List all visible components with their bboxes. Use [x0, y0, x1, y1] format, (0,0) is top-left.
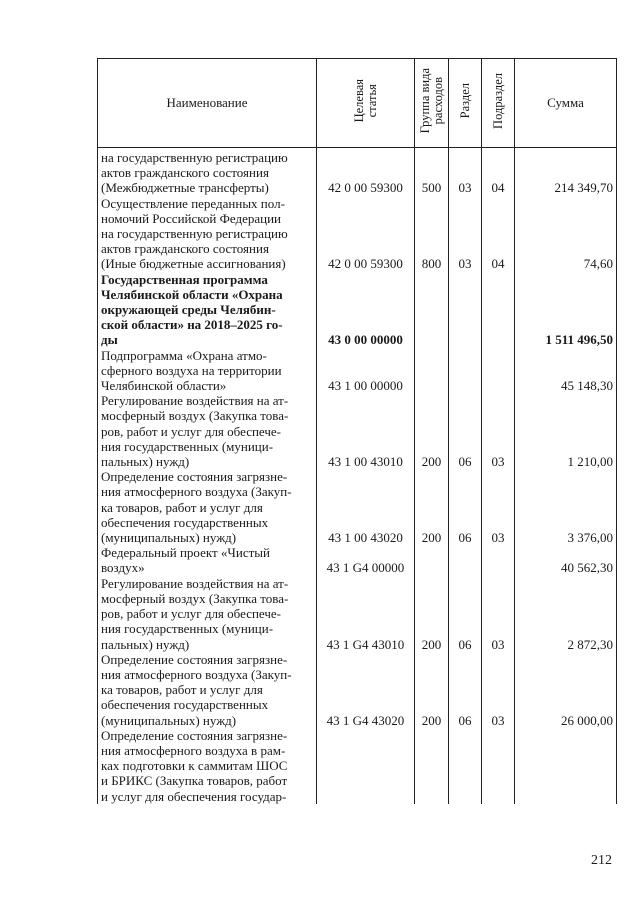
row-sum: 40 562,30: [515, 545, 617, 575]
row-name-line: окружающей среды Челябин-: [101, 302, 276, 318]
row-section: [449, 272, 482, 348]
row-name-line: Челябинской области «Охрана: [101, 286, 283, 302]
table-row: [98, 272, 617, 348]
row-section: [449, 728, 482, 804]
row-sum: 26 000,00: [515, 652, 617, 728]
row-name-line: воздух»: [101, 560, 145, 576]
row-sum: 214 349,70: [515, 148, 617, 196]
row-name-line: мосферный воздух (Закупка това-: [101, 408, 289, 424]
header-target-article: Целевая статья: [317, 59, 415, 148]
table-row: [98, 652, 617, 728]
row-name: [98, 469, 317, 545]
row-name-line: Подпрограмма «Охрана атмо-: [101, 347, 267, 363]
table-row: [98, 545, 617, 575]
row-name-line: Осуществление переданных пол-: [101, 195, 285, 211]
row-section: [449, 348, 482, 394]
row-subsection: 03: [482, 652, 515, 728]
row-target-article: 43 1 G4 43010: [317, 576, 415, 652]
table-row: [98, 576, 617, 652]
row-target-article: 42 0 00 59300: [317, 196, 415, 272]
header-sum: Сумма: [515, 59, 617, 148]
row-name-line: Государственная программа: [101, 271, 268, 287]
row-target-article: 43 1 G4 00000: [317, 545, 415, 575]
table-row: [98, 348, 617, 394]
header-name: Наименование: [98, 59, 317, 148]
row-expense-group: [415, 728, 449, 804]
row-target-article: [317, 728, 415, 804]
row-expense-group: 800: [415, 196, 449, 272]
table-row: [98, 196, 617, 272]
row-subsection: 04: [482, 148, 515, 196]
row-name-line: Регулирование воздействия на ат-: [101, 393, 289, 409]
header-section: Раздел: [449, 59, 482, 148]
row-name-line: на государственную регистрацию: [101, 150, 288, 165]
row-sum: 1 511 496,50: [515, 272, 617, 348]
row-name: [98, 728, 317, 804]
row-expense-group: 200: [415, 469, 449, 545]
row-sum: 2 872,30: [515, 576, 617, 652]
row-sum: 3 376,00: [515, 469, 617, 545]
table-row: [98, 393, 617, 469]
row-name-line: Федеральный проект «Чистый: [101, 545, 270, 561]
row-section: [449, 545, 482, 575]
row-expense-group: [415, 272, 449, 348]
row-target-article: 43 1 00 43020: [317, 469, 415, 545]
row-section: 03: [449, 196, 482, 272]
row-subsection: [482, 545, 515, 575]
row-name-line: пальных) нужд): [101, 454, 190, 470]
row-name-line: на государственную регистрацию: [101, 226, 288, 242]
row-subsection: 03: [482, 576, 515, 652]
row-section: 06: [449, 393, 482, 469]
row-subsection: [482, 728, 515, 804]
row-section: 06: [449, 469, 482, 545]
row-expense-group: 200: [415, 393, 449, 469]
row-sum: 74,60: [515, 196, 617, 272]
table-row: [98, 469, 617, 545]
row-name-line: и БРИКС (Закупка товаров, работ: [101, 773, 288, 789]
row-name-line: ния атмосферного воздуха в рам-: [101, 742, 286, 758]
row-name: [98, 652, 317, 728]
row-name: [98, 272, 317, 348]
table-row: [98, 728, 617, 804]
row-name: [98, 393, 317, 469]
row-name-line: ках подготовки к саммитам ШОС: [101, 758, 288, 774]
row-name-line: (Межбюджетные трансферты): [101, 180, 269, 196]
header-expense-group: Группа вида расходов: [415, 59, 449, 148]
row-name-line: ка товаров, работ и услуг для: [101, 682, 263, 698]
row-expense-group: 200: [415, 652, 449, 728]
row-section: 03: [449, 148, 482, 196]
row-name-line: ния атмосферного воздуха (Закуп-: [101, 666, 292, 682]
row-name-line: Челябинской области»: [101, 378, 227, 394]
row-name-line: мосферный воздух (Закупка това-: [101, 590, 289, 606]
row-target-article: 43 1 00 43010: [317, 393, 415, 469]
row-target-article: 43 1 G4 43020: [317, 652, 415, 728]
row-name-line: Определение состояния загрязне-: [101, 469, 288, 485]
row-target-article: 42 0 00 59300: [317, 148, 415, 196]
row-name-line: и услуг для обеспечения государ-: [101, 788, 287, 804]
row-section: 06: [449, 576, 482, 652]
row-name: [98, 148, 317, 196]
row-target-article: 43 1 00 00000: [317, 348, 415, 394]
row-name-line: актов гражданского состояния: [101, 165, 269, 181]
header-subsection: Подраздел: [482, 59, 515, 148]
row-name-line: ния атмосферного воздуха (Закуп-: [101, 484, 292, 500]
row-name-line: Регулирование воздействия на ат-: [101, 575, 289, 591]
row-name-line: ка товаров, работ и услуг для: [101, 499, 263, 515]
row-name: [98, 196, 317, 272]
row-expense-group: [415, 348, 449, 394]
table-row: [98, 148, 617, 196]
row-name-line: номочий Российской Федерации: [101, 210, 282, 226]
row-sum: [515, 728, 617, 804]
row-sum: 1 210,00: [515, 393, 617, 469]
row-name-line: (муниципальных) нужд): [101, 530, 237, 546]
row-expense-group: 500: [415, 148, 449, 196]
row-name-line: ской области» на 2018–2025 го-: [101, 317, 283, 333]
row-expense-group: [415, 545, 449, 575]
page-number: 212: [591, 853, 612, 868]
row-name: [98, 576, 317, 652]
row-subsection: 03: [482, 393, 515, 469]
row-section: 06: [449, 652, 482, 728]
row-name-line: обеспечения государственных: [101, 514, 269, 530]
row-name-line: ров, работ и услуг для обеспече-: [101, 606, 282, 622]
row-name-line: Определение состояния загрязне-: [101, 727, 288, 743]
row-name-line: (Иные бюджетные ассигнования): [101, 256, 286, 272]
row-name-line: обеспечения государственных: [101, 697, 269, 713]
row-subsection: [482, 272, 515, 348]
budget-table: [97, 58, 617, 804]
row-subsection: 04: [482, 196, 515, 272]
row-expense-group: 200: [415, 576, 449, 652]
row-name-line: ды: [101, 332, 118, 348]
row-name-line: пальных) нужд): [101, 636, 190, 652]
row-subsection: [482, 348, 515, 394]
table-header-row: [98, 59, 617, 148]
row-name-line: (муниципальных) нужд): [101, 712, 237, 728]
row-name-line: сферного воздуха на территории: [101, 362, 282, 378]
row-name: [98, 545, 317, 575]
row-name-line: Определение состояния загрязне-: [101, 651, 288, 667]
row-sum: 45 148,30: [515, 348, 617, 394]
row-name: [98, 348, 317, 394]
row-name-line: ров, работ и услуг для обеспече-: [101, 423, 282, 439]
row-name-line: актов гражданского состояния: [101, 241, 269, 257]
row-name-line: ния государственных (муници-: [101, 438, 274, 454]
row-target-article: 43 0 00 00000: [317, 272, 415, 348]
row-name-line: ния государственных (муници-: [101, 621, 274, 637]
row-subsection: 03: [482, 469, 515, 545]
table-body: [98, 148, 617, 804]
